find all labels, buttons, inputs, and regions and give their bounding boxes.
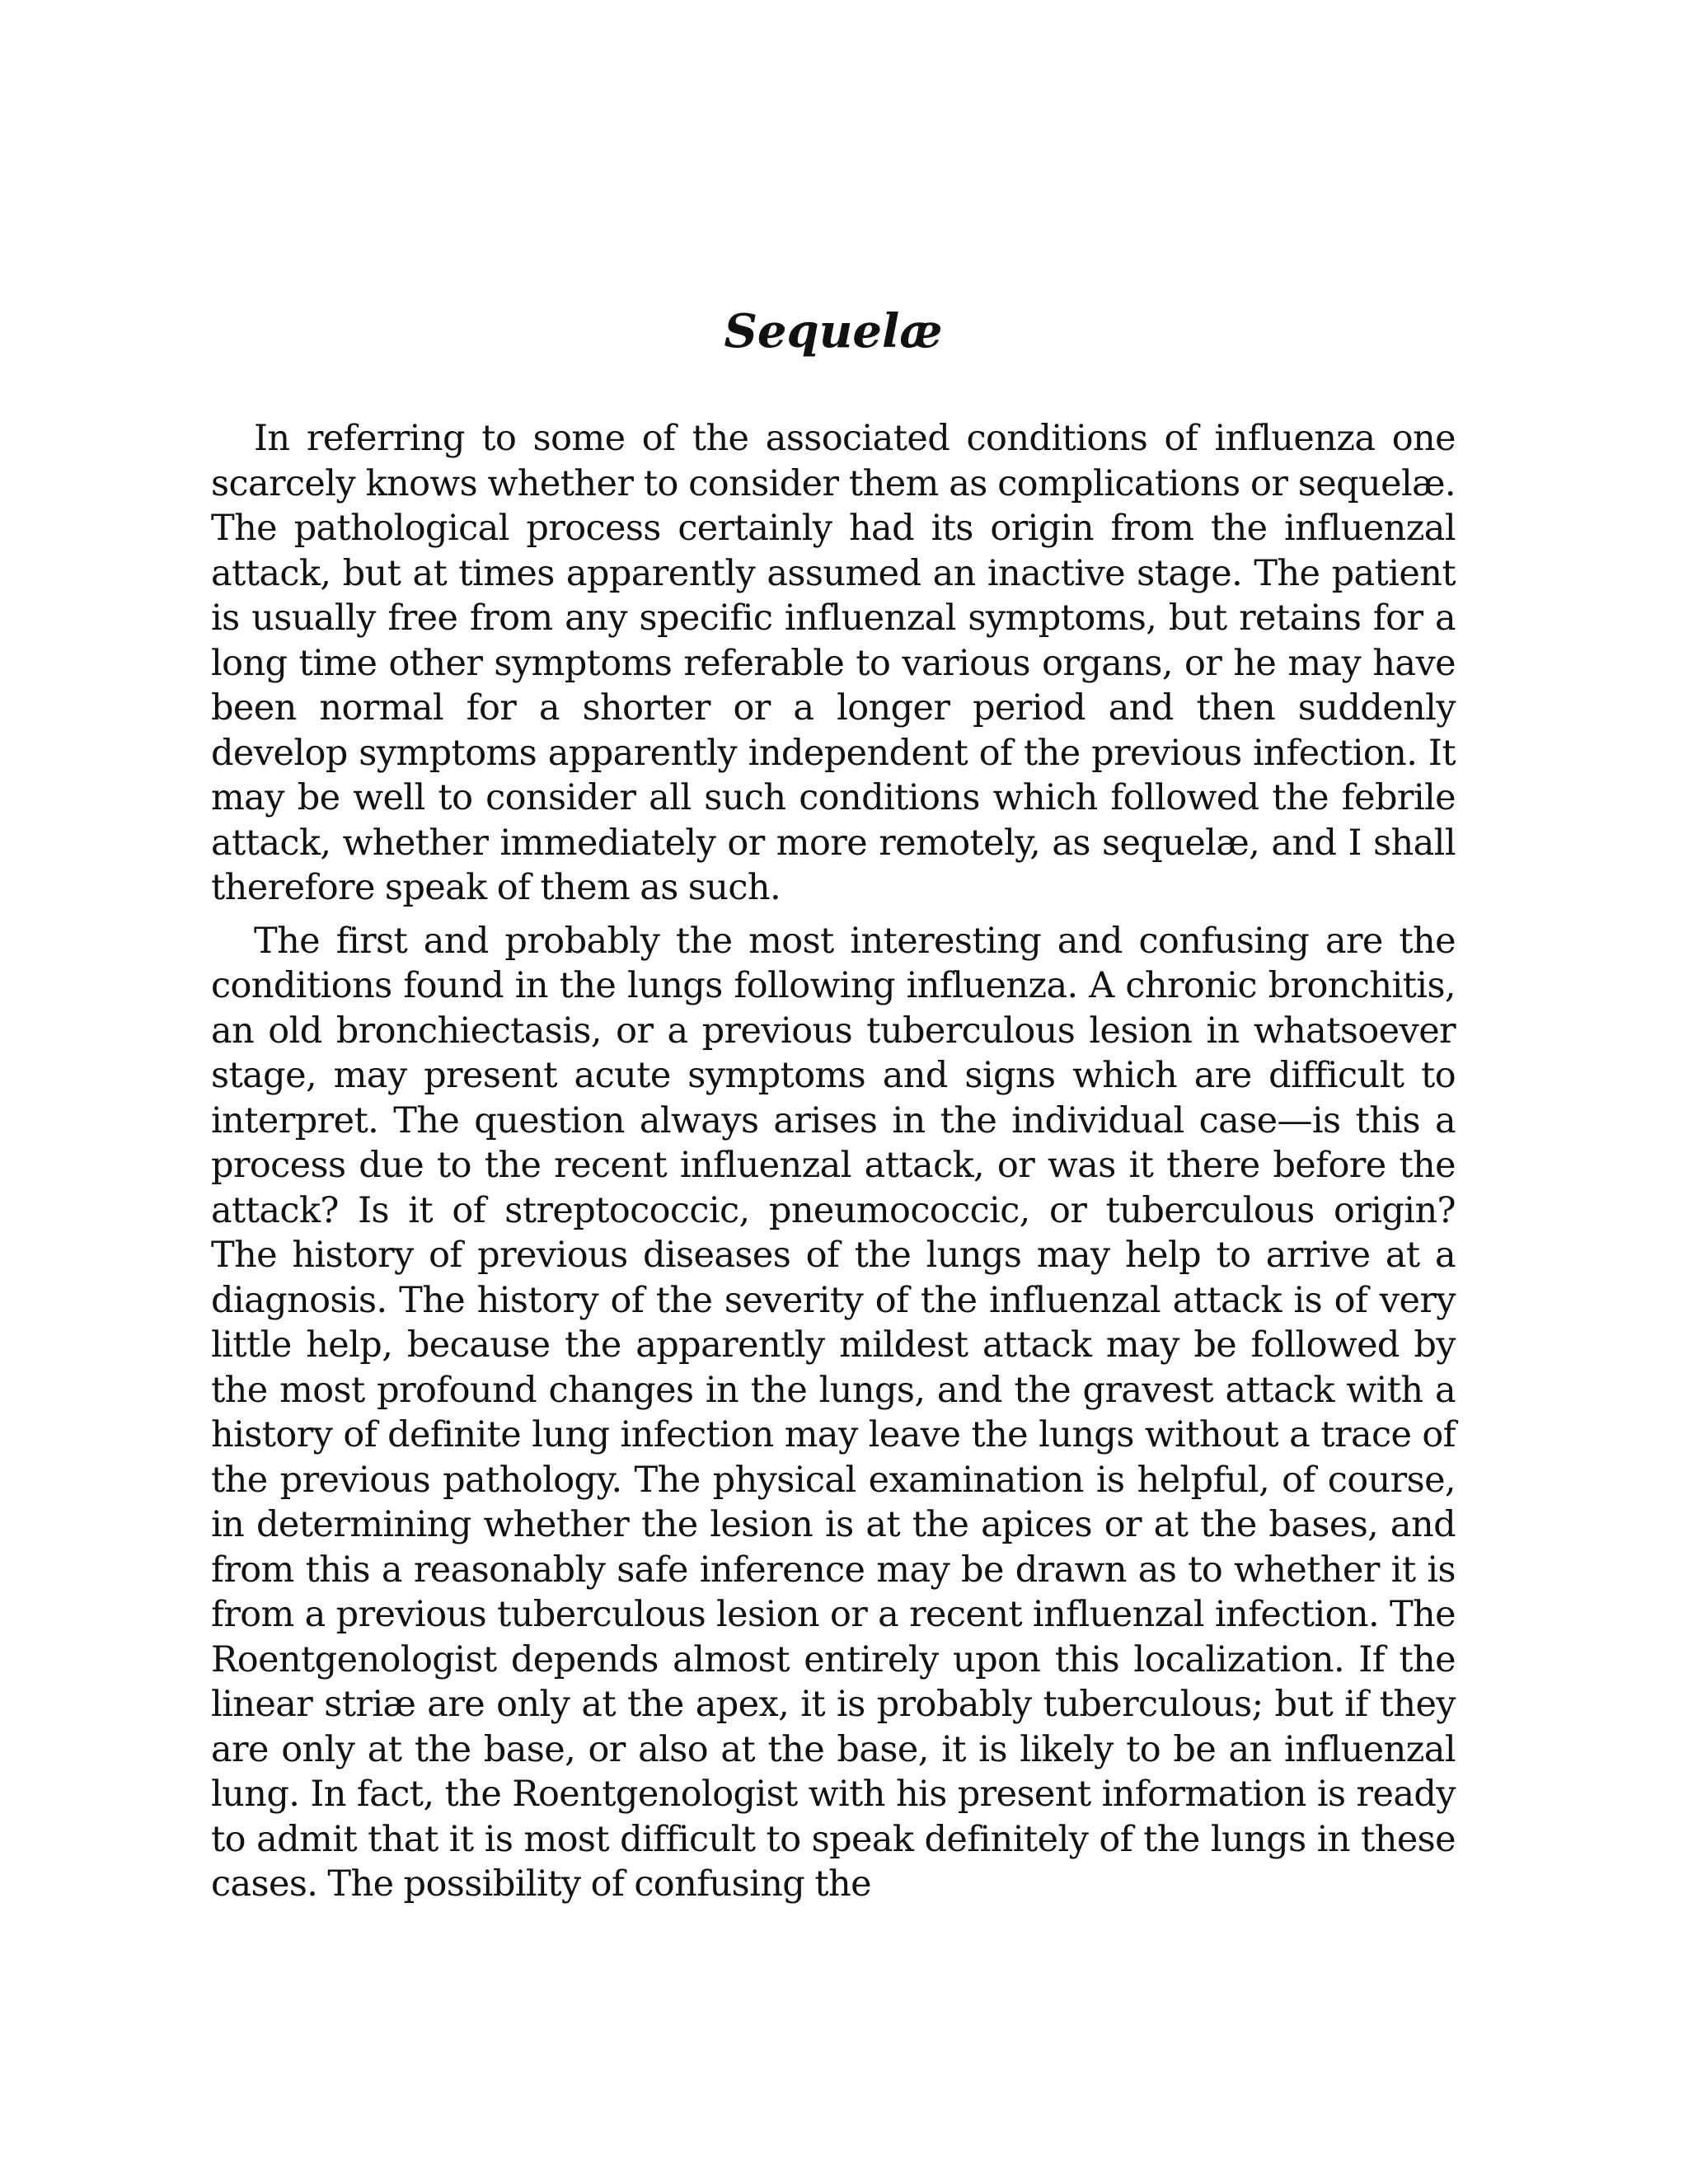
- paragraph-1: In referring to some of the associated conditions of influenza one scarcely knows whether to consider them as complications or sequelæ. The pathological process certainly had its origin from the influenzal attack, but at times apparently assumed an inactive stage. The patient is usually free from any specific influenzal symptoms, but retains for a long time other symptoms referable to various organs, or he may have been normal for a shorter or a longer period and then suddenly develop symptoms apparently independent of the previous infection. It may be well to consider all such conditions which followed the febrile attack, whether immediately or more remotely, as sequelæ, and I shall therefore speak of them as such.: [211, 418, 1456, 908]
- body-text: [211, 416, 1456, 1907]
- book-page: [211, 0, 1456, 2184]
- paragraph-2: The first and probably the most interesting and confusing are the conditions found in the lungs following influenza. A chronic bronchitis, an old bronchiectasis, or a previous tuberculous lesion in whatsoever stage, may present acute symptoms and signs which are difficult to interpret. The question always arises in the individual case—is this a process due to the recent influenzal attack, or was it there before the attack? Is it of streptococcic, pneumococcic, or tuberculous origin? The history of previous diseases of the lungs may help to arrive at a diagnosis. The history of the severity of the influenzal attack is of very little help, because the apparently mildest attack may be followed by the most profound changes in the lungs, and the gravest attack with a history of definite lung infection may leave the lungs without a trace of the previous pathology. The physical examination is helpful, of course, in determining whether the lesion is at the apices or at the bases, and from this a reasonably safe inference may be drawn as to whether it is from a previous tuberculous lesion or a recent influenzal infection. The Roentgenologist depends almost entirely upon this localization. If the linear striæ are only at the apex, it is probably tuberculous; but if they are only at the base, or also at the base, it is likely to be an influenzal lung. In fact, the Roentgenologist with his present information is ready to admit that it is most difficult to speak definitely of the lungs in these cases. The possibility of confusing the: [211, 920, 1456, 1905]
- section-title: Sequelæ: [724, 304, 943, 359]
